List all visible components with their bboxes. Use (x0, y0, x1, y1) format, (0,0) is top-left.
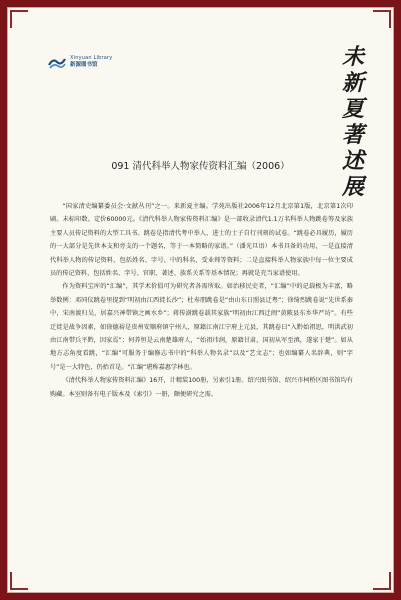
brand-char: 新 (341, 70, 364, 96)
corner-ornament (10, 10, 28, 28)
body-paragraph: 作为资料宝库的“汇编”，其学术价值可为研究者各需所取。如治移民史者，“汇编”中的记载极为丰富，略举数例：邓同仪跳卷里提到“明初由江西徙长沙”；杜寿朋跳卷是“由山东日照县迁粤”；徐绮烈跳卷说“先世系秦中，宋南渡归吴，居嘉兴神带镇之画水乡”；蒋传澍跳卷载其家族“明初由江西迁闽”黄陂县东乡华严坊”。有些迁徙是战争因素，如徐德裕是贵州安顺府镇宁州人，原籍江南江宁府上元县，其跳卷曰“入黔始祖思，明洪武初由江南带兵平黔，因家焉”；何养恒是云南楚雄府人，“始祖讳润，原籍甘肃，国初从军至滇，遂家于楚”。如从地方志角度看跳，“汇编”可服务于编修志书中的“科举人物名录”以及“艺文志”；也如编纂人名辞典，则“字号”是一大特色，仍抬首是。“汇编”堪称嘉惠学林也。 (50, 283, 353, 371)
brand-char: 未 (341, 44, 364, 70)
corner-ornament (10, 572, 28, 590)
library-logo (48, 54, 112, 70)
corner-ornament (373, 572, 391, 590)
entry-body (50, 200, 353, 401)
wave-logo-icon (48, 54, 66, 70)
logo-english-name: Xinyuan Library (70, 54, 113, 61)
page-panel (7, 7, 394, 593)
body-paragraph: 《清代科举人物家传资料汇编》16开，计精装100册，另索引1册。绍兴图书馆、绍兴市柯桥区图书馆均有购藏。本室则备有电子版本及《索引》一册，颇便研究之需。 (50, 377, 353, 398)
brand-char: 展 (341, 174, 364, 200)
logo-chinese-name: 新源图书馆 (70, 61, 98, 68)
entry-title: 091 清代科举人物家传资料汇编（2006） (111, 161, 290, 172)
brand-char: 夏 (341, 96, 364, 122)
body-paragraph: “国家清史编纂委员会·文献丛刊”之一。来新夏主编。学苑出版社2006年12月北京第1版，北京第1次印刷。未标印数。定价60000元。《清代科举人物家传资料汇编》是一部收录清代1.1万名科举人物跳卷筹及家族主要人员传记资料的大型工具书。跳卷是指清代考中举人、进士的士子自行刊刻的试卷。“跳卷必具履历，履历的一大部分是先世本支和旁支的一个题名，等于一本简略的家谱。”（潘光旦语）本书具备的功用，一是直接清代科举人物的传记资料，包括姓名、字号、中的科名、受业师等资料；二是直接科举人物家族中每一位主要成员的传记资料，包括姓名、字号、官职、著述、族系关系等基本情况；再就是充当家谱使用。 (50, 203, 353, 278)
brand-calligraphy (333, 44, 373, 200)
corner-ornament (373, 10, 391, 28)
brand-char: 述 (341, 148, 364, 174)
brand-char: 著 (341, 122, 364, 148)
